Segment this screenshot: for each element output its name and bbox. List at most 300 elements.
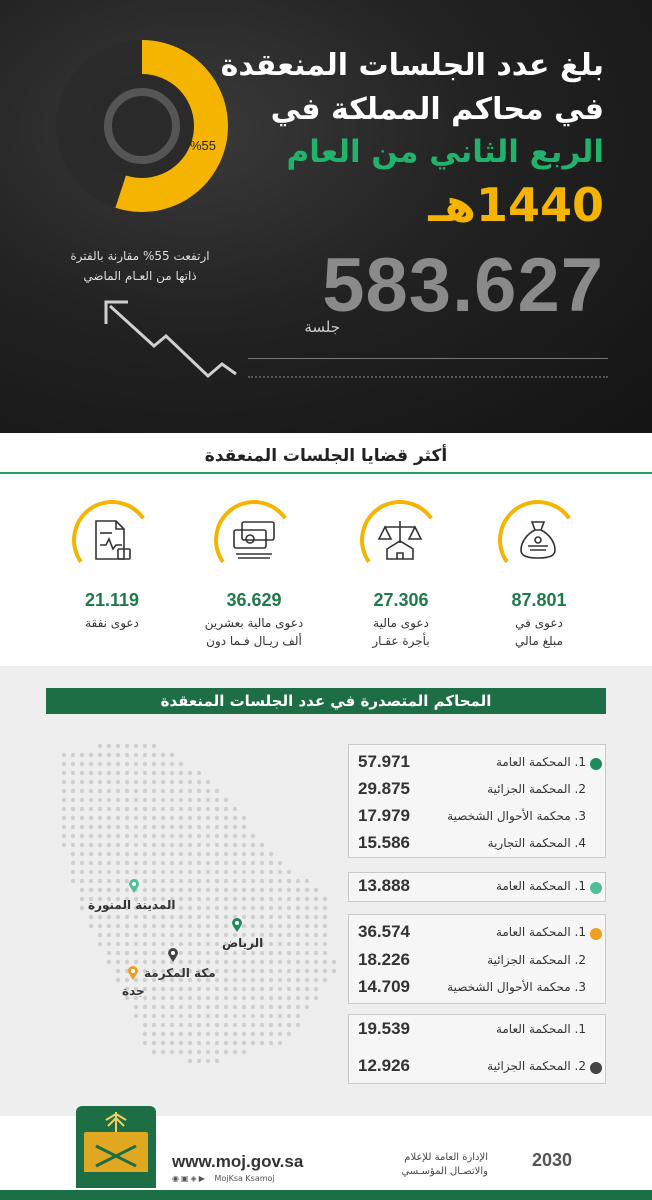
map-dot	[98, 807, 102, 811]
court-row	[358, 752, 608, 776]
map-dot	[305, 996, 309, 1000]
map-dot	[242, 1005, 246, 1009]
map-dot	[197, 852, 201, 856]
map-dot	[206, 996, 210, 1000]
rise-caption-line-1: ارتفعت 55% مقارنة بالفترة	[70, 249, 210, 263]
map-dot	[62, 753, 66, 757]
map-dot	[269, 861, 273, 865]
map-dot	[197, 1041, 201, 1045]
map-dot	[188, 852, 192, 856]
map-dot	[251, 1041, 255, 1045]
map-dot	[269, 924, 273, 928]
map-dot	[206, 843, 210, 847]
map-dot	[242, 816, 246, 820]
map-dot	[116, 816, 120, 820]
map-dot	[116, 762, 120, 766]
map-dot	[107, 825, 111, 829]
map-dot	[323, 951, 327, 955]
map-dot	[98, 915, 102, 919]
map-dot	[206, 780, 210, 784]
map-dot	[188, 987, 192, 991]
map-dot	[314, 969, 318, 973]
group-dot-icon	[590, 928, 602, 940]
madinah-pin-icon	[129, 879, 139, 893]
map-dot	[197, 834, 201, 838]
map-dot	[107, 942, 111, 946]
map-dot	[206, 987, 210, 991]
map-dot	[305, 897, 309, 901]
map-dot	[197, 1023, 201, 1027]
map-dot	[62, 843, 66, 847]
map-dot	[224, 1041, 228, 1045]
map-dot	[71, 762, 75, 766]
map-dot	[152, 780, 156, 784]
map-dot	[269, 1032, 273, 1036]
map-dot	[188, 807, 192, 811]
map-dot	[80, 879, 84, 883]
map-dot	[134, 924, 138, 928]
map-dot	[260, 969, 264, 973]
map-dot	[215, 915, 219, 919]
cases-title: أكثر قضايا الجلسات المنعقدة	[204, 446, 448, 466]
map-dot	[314, 933, 318, 937]
case-small-claims-label-2: ألف ريـال فـما دون	[206, 634, 302, 648]
court-row	[358, 876, 608, 900]
map-dot	[161, 1041, 165, 1045]
map-dot	[71, 807, 75, 811]
map-dot	[179, 1005, 183, 1009]
map-dot	[206, 888, 210, 892]
map-dot	[188, 834, 192, 838]
map-dot	[251, 924, 255, 928]
map-dot	[170, 762, 174, 766]
map-dot	[233, 1014, 237, 1018]
map-dot	[143, 753, 147, 757]
map-dot	[98, 780, 102, 784]
map-dot	[215, 897, 219, 901]
map-dot	[233, 1041, 237, 1045]
map-dot	[71, 789, 75, 793]
map-dot	[170, 1032, 174, 1036]
map-dot	[224, 807, 228, 811]
map-dot	[197, 897, 201, 901]
map-dot	[260, 1023, 264, 1027]
map-dot	[179, 1032, 183, 1036]
map-dot	[242, 996, 246, 1000]
saudi-map	[40, 740, 340, 1070]
map-dot	[161, 1023, 165, 1027]
map-dot	[215, 789, 219, 793]
map-dot	[89, 879, 93, 883]
map-dot	[296, 951, 300, 955]
map-dot	[170, 879, 174, 883]
map-dot	[161, 879, 165, 883]
map-dot	[170, 933, 174, 937]
map-dot	[287, 1023, 291, 1027]
map-dot	[134, 1005, 138, 1009]
rise-caption	[40, 246, 240, 286]
map-dot	[98, 834, 102, 838]
cases-divider	[0, 472, 652, 474]
map-dot	[197, 870, 201, 874]
map-dot	[107, 852, 111, 856]
map-dot	[98, 870, 102, 874]
map-dot	[224, 825, 228, 829]
map-dot	[260, 888, 264, 892]
court-row	[358, 806, 608, 830]
map-dot	[233, 1050, 237, 1054]
map-dot	[98, 825, 102, 829]
map-dot	[224, 834, 228, 838]
case-money-label-1: دعوى في	[515, 616, 563, 630]
map-dot	[170, 753, 174, 757]
map-dot	[224, 1014, 228, 1018]
map-dot	[125, 798, 129, 802]
map-dot	[134, 870, 138, 874]
social-handles	[172, 1174, 275, 1183]
map-dot	[269, 1014, 273, 1018]
map-dot	[305, 951, 309, 955]
map-dot	[152, 888, 156, 892]
map-dot	[161, 843, 165, 847]
website-link[interactable]: www.moj.gov.sa	[172, 1152, 304, 1171]
map-dot	[269, 897, 273, 901]
courts-title: المحاكم المتصدرة في عدد الجلسات المنعقدة	[46, 688, 606, 714]
map-dot	[161, 771, 165, 775]
map-dot	[188, 1023, 192, 1027]
map-dot	[287, 879, 291, 883]
map-dot	[233, 870, 237, 874]
map-dot	[260, 996, 264, 1000]
map-dot	[197, 1005, 201, 1009]
map-dot	[224, 978, 228, 982]
map-dot	[197, 987, 201, 991]
map-dot	[116, 834, 120, 838]
map-dot	[170, 915, 174, 919]
map-dot	[224, 798, 228, 802]
map-dot	[116, 843, 120, 847]
map-dot	[152, 753, 156, 757]
map-dot	[296, 987, 300, 991]
map-dot	[170, 1014, 174, 1018]
map-dot	[71, 834, 75, 838]
case-money-circle	[498, 500, 578, 580]
map-dot	[71, 798, 75, 802]
map-dot	[296, 996, 300, 1000]
court-label: 2. المحكمة الجزائية	[487, 1059, 586, 1073]
map-dot	[71, 753, 75, 757]
map-dot	[152, 861, 156, 865]
map-dot	[269, 906, 273, 910]
map-dot	[206, 924, 210, 928]
headline-year: 1440هـ	[428, 178, 604, 232]
group-dot-icon	[590, 882, 602, 894]
map-dot	[224, 861, 228, 865]
map-dot	[296, 1023, 300, 1027]
map-dot	[152, 1023, 156, 1027]
map-dot	[179, 879, 183, 883]
map-dot	[161, 888, 165, 892]
map-dot	[233, 1032, 237, 1036]
map-dot	[143, 915, 147, 919]
map-dot	[116, 744, 120, 748]
map-dot	[242, 906, 246, 910]
map-dot	[260, 870, 264, 874]
map-dot	[152, 1014, 156, 1018]
map-dot	[224, 987, 228, 991]
map-dot	[107, 960, 111, 964]
map-dot	[260, 852, 264, 856]
map-dot	[197, 942, 201, 946]
map-dot	[242, 879, 246, 883]
map-dot	[89, 852, 93, 856]
map-dot	[80, 861, 84, 865]
map-dot	[125, 744, 129, 748]
madinah-label: المدينة المنورة	[88, 898, 176, 912]
map-dot	[260, 861, 264, 865]
map-dot	[251, 870, 255, 874]
court-value: 19.539	[358, 1019, 410, 1038]
map-dot	[287, 897, 291, 901]
map-dot	[197, 933, 201, 937]
map-dot	[242, 987, 246, 991]
map-dot	[125, 834, 129, 838]
map-dot	[242, 825, 246, 829]
hero-banner	[0, 0, 652, 433]
map-dot	[233, 1023, 237, 1027]
map-dot	[152, 870, 156, 874]
map-dot	[224, 951, 228, 955]
map-dot	[161, 870, 165, 874]
map-dot	[260, 987, 264, 991]
map-dot	[287, 1014, 291, 1018]
map-dot	[62, 780, 66, 784]
map-dot	[269, 1023, 273, 1027]
map-dot	[269, 951, 273, 955]
map-dot	[179, 771, 183, 775]
map-dot	[197, 843, 201, 847]
map-dot	[278, 915, 282, 919]
map-dot	[314, 924, 318, 928]
map-dot	[332, 960, 336, 964]
map-dot	[143, 1032, 147, 1036]
map-dot	[296, 924, 300, 928]
map-dot	[107, 762, 111, 766]
map-dot	[143, 960, 147, 964]
map-dot	[224, 906, 228, 910]
map-dot	[143, 789, 147, 793]
map-dot	[269, 933, 273, 937]
map-dot	[260, 915, 264, 919]
map-dot	[161, 816, 165, 820]
map-dot	[242, 870, 246, 874]
map-dot	[89, 753, 93, 757]
map-dot	[116, 852, 120, 856]
map-dot	[125, 780, 129, 784]
map-dot	[116, 888, 120, 892]
map-dot	[152, 942, 156, 946]
map-dot	[170, 924, 174, 928]
map-dot	[215, 987, 219, 991]
map-dot	[251, 852, 255, 856]
map-dot	[251, 879, 255, 883]
map-dot	[116, 960, 120, 964]
case-small-claims-label-1: دعوى مالية بعشرين	[204, 616, 304, 630]
map-dot	[215, 861, 219, 865]
map-dot	[125, 807, 129, 811]
map-dot	[188, 951, 192, 955]
map-dot	[134, 942, 138, 946]
map-dot	[251, 834, 255, 838]
map-dot	[278, 933, 282, 937]
map-dot	[305, 978, 309, 982]
map-dot	[170, 987, 174, 991]
map-dot	[179, 852, 183, 856]
map-dot	[125, 852, 129, 856]
map-dot	[206, 1005, 210, 1009]
map-dot	[116, 825, 120, 829]
map-dot	[188, 1014, 192, 1018]
map-dot	[80, 843, 84, 847]
map-dot	[206, 825, 210, 829]
map-dot	[242, 861, 246, 865]
court-row	[358, 779, 608, 803]
map-dot	[152, 879, 156, 883]
map-dot	[179, 825, 183, 829]
map-dot	[251, 1023, 255, 1027]
court-value: 13.888	[358, 876, 410, 895]
map-dot	[134, 789, 138, 793]
map-dot	[161, 915, 165, 919]
map-dot	[224, 843, 228, 847]
map-dot	[314, 942, 318, 946]
map-dot	[125, 753, 129, 757]
map-dot	[215, 1014, 219, 1018]
map-dot	[125, 960, 129, 964]
map-dot	[89, 870, 93, 874]
map-dot	[107, 933, 111, 937]
map-dot	[62, 789, 66, 793]
map-dot	[251, 888, 255, 892]
map-dot	[251, 969, 255, 973]
sessions-total: 583.627	[322, 243, 604, 328]
map-dot	[206, 798, 210, 802]
map-dot	[107, 807, 111, 811]
map-dot	[242, 1041, 246, 1045]
map-dot	[143, 771, 147, 775]
map-dot	[269, 960, 273, 964]
map-dot	[161, 1014, 165, 1018]
social-icons[interactable]: ◉▣◈▶	[172, 1174, 207, 1183]
map-dot	[143, 1041, 147, 1045]
hero-dotted-divider	[248, 376, 608, 378]
map-dot	[179, 888, 183, 892]
map-dot	[116, 933, 120, 937]
map-dot	[179, 915, 183, 919]
map-dot	[107, 924, 111, 928]
map-dot	[215, 960, 219, 964]
map-dot	[125, 870, 129, 874]
map-dot	[152, 960, 156, 964]
map-dot	[62, 825, 66, 829]
map-dot	[179, 1014, 183, 1018]
court-row	[358, 1019, 608, 1043]
map-dot	[233, 879, 237, 883]
map-dot	[197, 915, 201, 919]
map-dot	[215, 906, 219, 910]
map-dot	[287, 996, 291, 1000]
map-dot	[107, 798, 111, 802]
map-dot	[269, 1041, 273, 1045]
map-dot	[179, 951, 183, 955]
map-dot	[215, 996, 219, 1000]
map-dot	[98, 888, 102, 892]
map-dot	[116, 798, 120, 802]
map-dot	[197, 798, 201, 802]
map-dot	[134, 771, 138, 775]
map-dot	[107, 870, 111, 874]
map-dot	[161, 933, 165, 937]
vision-2030-logo	[522, 1138, 582, 1188]
map-dot	[251, 897, 255, 901]
map-dot	[134, 933, 138, 937]
map-dot	[134, 762, 138, 766]
map-dot	[215, 798, 219, 802]
court-row	[358, 922, 608, 946]
map-dot	[62, 762, 66, 766]
map-dot	[179, 906, 183, 910]
department-line-2: والاتصـال المؤسـسي	[401, 1166, 488, 1177]
map-dot	[170, 996, 174, 1000]
map-dot	[233, 906, 237, 910]
map-dot	[71, 843, 75, 847]
map-dot	[89, 843, 93, 847]
map-dot	[233, 978, 237, 982]
map-dot	[170, 843, 174, 847]
map-dot	[188, 906, 192, 910]
map-dot	[323, 942, 327, 946]
map-dot	[125, 843, 129, 847]
map-dot	[278, 987, 282, 991]
map-dot	[134, 753, 138, 757]
map-dot	[305, 924, 309, 928]
map-dot	[98, 924, 102, 928]
map-dot	[206, 870, 210, 874]
map-dot	[224, 996, 228, 1000]
map-dot	[206, 915, 210, 919]
map-dot	[152, 1050, 156, 1054]
map-dot	[287, 969, 291, 973]
map-dot	[215, 1032, 219, 1036]
map-dot	[143, 807, 147, 811]
map-dot	[71, 870, 75, 874]
headline-line-1: بلغ عدد الجلسات المنعقدة	[220, 48, 604, 83]
map-dot	[89, 780, 93, 784]
map-dot	[314, 978, 318, 982]
map-dot	[152, 1032, 156, 1036]
map-dot	[170, 825, 174, 829]
map-dot	[260, 906, 264, 910]
map-dot	[278, 1023, 282, 1027]
map-dot	[260, 924, 264, 928]
map-dot	[215, 1023, 219, 1027]
map-dot	[107, 843, 111, 847]
map-dot	[89, 924, 93, 928]
map-dot	[233, 969, 237, 973]
map-dot	[107, 915, 111, 919]
map-dot	[188, 1050, 192, 1054]
map-dot	[188, 897, 192, 901]
